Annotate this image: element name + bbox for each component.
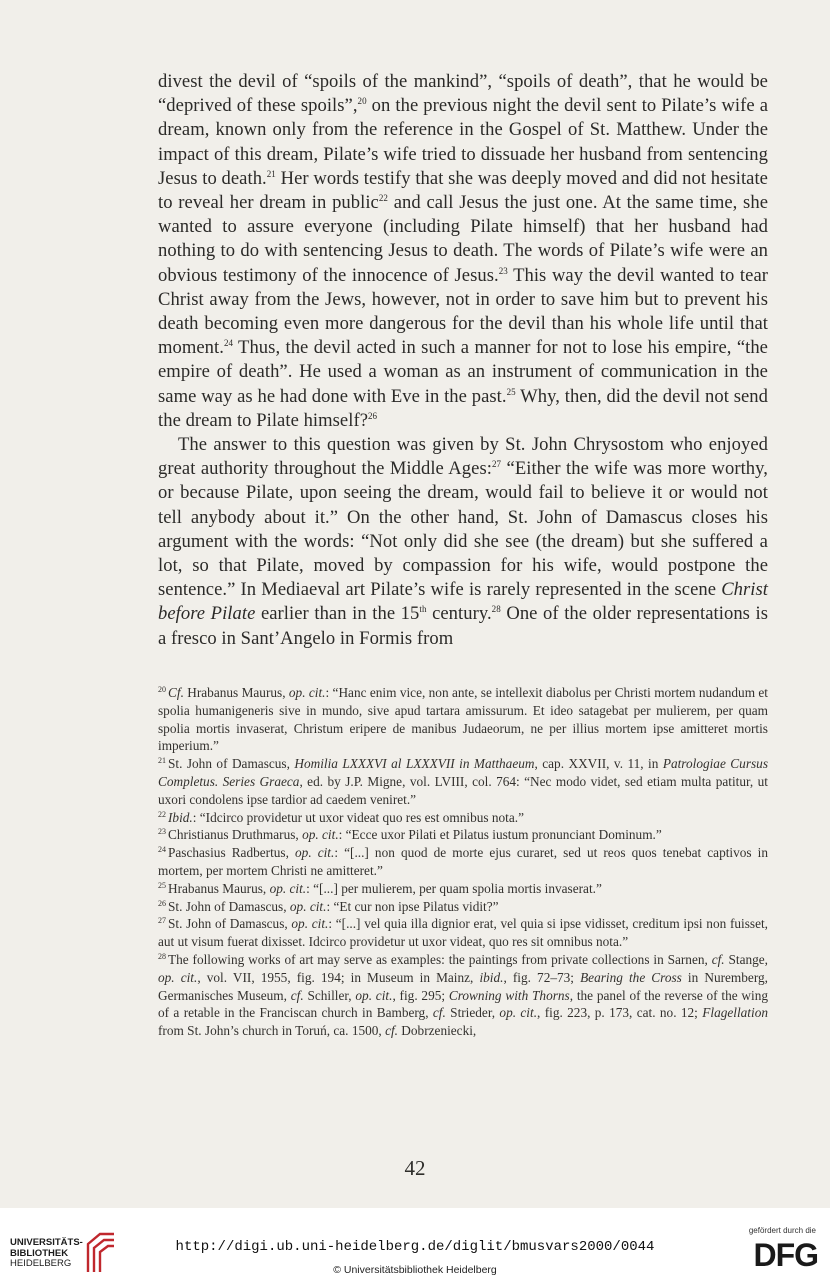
footnote-ref-21[interactable]: 21 [266,168,276,179]
footnote-28: $^{28}$ The following works of art may serve as examples: the paintings from private collections in Sarnen, cf. Stange, op. cit., vol. VII, 1955, fig. 194; in Museum in Mainz, ibid., fig. 72–73; Bearing the Cross in Nuremberg, Germanisches Museum, cf. Schiller, op. cit., fig. 295; Crowning with Thorns, the panel of the reverse of the wing of a retable in the Franciscan church in Bamberg, cf. Strieder, op. cit., fig. 223, p. 173, cat. no. 12; Flagellation from St. John’s church in Toruń, ca. 1500, cf. Dobrzeniecki, [158,951,769,1039]
footnote-27: $^{27}$ St. John of Damascus, op. cit.: “[...] vel quia illa dignior erat, vel quia si ipse vidisset, creditum ipsi non fuisset, aut ut visum fuerat dixisset. Idcirco providetur ut uxor videat, quo res sit omnibus nota.” [158,916,768,950]
copyright-notice: © Universitätsbibliothek Heidelberg [333,1264,497,1276]
footnote-22: $^{22}$ Ibid.: “Idcirco providetur ut uxor videat quo res est omnibus nota.” [158,809,524,825]
funding-note: gefördert durch die [748,1226,816,1235]
ordinal-suffix: th [419,604,427,615]
footnote-23: $^{23}$ Christianus Druthmarus, op. cit.: “Ecce uxor Pilati et Pilatus iustum pronunciant Dominum.” [158,827,662,843]
footnote-ref-27[interactable]: 27 [491,459,502,470]
footnote-ref-22[interactable]: 22 [378,193,388,204]
dfg-logo[interactable]: DFG [753,1237,818,1273]
footnote-21: $^{21}$ St. John of Damascus, Homilia LXXXVI al LXXXVII in Matthaeum, cap. XXVII, v. 11, in Patrologiae Cursus Completus. Series Graeca, ed. by J.P. Migne, vol. LVIII, col. 764: “Nec modo videt, sed etiam multa patitur, ut uxori condolens ipse tardior ad caedem veniret.” [158,756,769,807]
main-text [158,70,768,651]
footnote-20: $^{20}$ Cf. Hrabanus Maurus, op. cit.: “Hanc enim vice, non ante, se intellexit diabolus per Christi mortem nudandum et spolia humanigeneris sive in mundo, sive apud tartara amissurum. Et ideo satagebat per mulierem, per quam spolia mortis invaserat, Christum eripere de manibus Judaeorum, ne per illius mortem ipse amitteret mortis imperium.” [158,685,769,754]
digitization-footer [0,1208,830,1284]
page-number: 42 [404,1156,426,1180]
footnote-ref-26[interactable]: 26 [368,410,378,421]
footnote-25: $^{25}$ Hrabanus Maurus, op. cit.: “[...] per mulierem, per quam spolia mortis invaserat.” [158,880,602,896]
footnote-ref-25[interactable]: 25 [506,386,516,397]
source-url-link[interactable]: http://digi.ub.uni-heidelberg.de/diglit/bmusvars2000/0044 [175,1239,655,1255]
footnote-26: $^{26}$ St. John of Damascus, op. cit.: “Et cur non ipse Pilatus vidit?” [158,898,499,914]
footnote-ref-23[interactable]: 23 [498,265,508,276]
footnote-ref-24[interactable]: 24 [223,338,234,349]
footnotes [158,684,768,1040]
library-logo[interactable]: UNIVERSITÄTS- BIBLIOTHEK HEIDELBERG [10,1237,83,1269]
paragraph-2: The answer to this question was given by St. John Chrysostom who enjoyed great authority throughout the Middle Ages:$^{27}$ “Either the wife was more worthy, or because Pilate, upon seeing the dream, would fail to believe it or would not tell anybody about it.” On the other hand, St. John of Damascus closes his argument with the words: “Not only did she see (the dream) but she suffered a lot, so that Pilate, moved by compassion for his wife, would postpone the sentence.” In Mediaeval art Pilate’s wife is rarely represented in the scene Christ before Pilate earlier than in the 15th century.$^{28}$ One of the older representations is a fresco in Sant’Angelo in Formis from [158,434,769,649]
footnote-ref-20[interactable]: 20 [357,96,367,107]
paragraph-1: divest the devil of “spoils of the mankind”, “spoils of death”, that he would be “deprived of these spoils”,$^{20}$ on the previous night the devil sent to Pilate’s wife a dream, known only from the reference in the Gospel of St. Matthew. Under the impact of this dream, Pilate’s wife tried to dissuade her husband from sentencing Jesus to death.$^{21}$ Her words testify that she was deeply moved and did not hesitate to reveal her dream in public$^{22}$ and call Jesus the just one. At the same time, she wanted to assure everyone (including Pilate himself) that her husband had nothing to do with sentencing Jesus to death. The words of Pilate’s wife were an obvious testimony of the innocence of Jesus.$^{23}$ This way the devil wanted to tear Christ away from the Jews, however, not in order to save him but to prevent his death becoming even more dangerous for the devil than his whole life until that moment.$^{24}$ Thus, the devil acted in such a manner for not to lose his empire, “the empire of death”. He used a woman as an instrument of communication in the same way as he had done with Eve in the past.$^{25}$ Why, then, did the devil not send the dream to Pilate himself?$^{26}$ [158,71,768,431]
footnote-ref-28[interactable]: 28 [491,604,501,615]
footnote-24: $^{24}$ Paschasius Radbertus, op. cit.: “[...] non quod de morte ejus curaret, sed ut reos quos tenebat captivos in mortem, per mortem Christi ne amitteret.” [158,845,768,878]
artwork-title: Christ before Pilate [158,579,768,625]
